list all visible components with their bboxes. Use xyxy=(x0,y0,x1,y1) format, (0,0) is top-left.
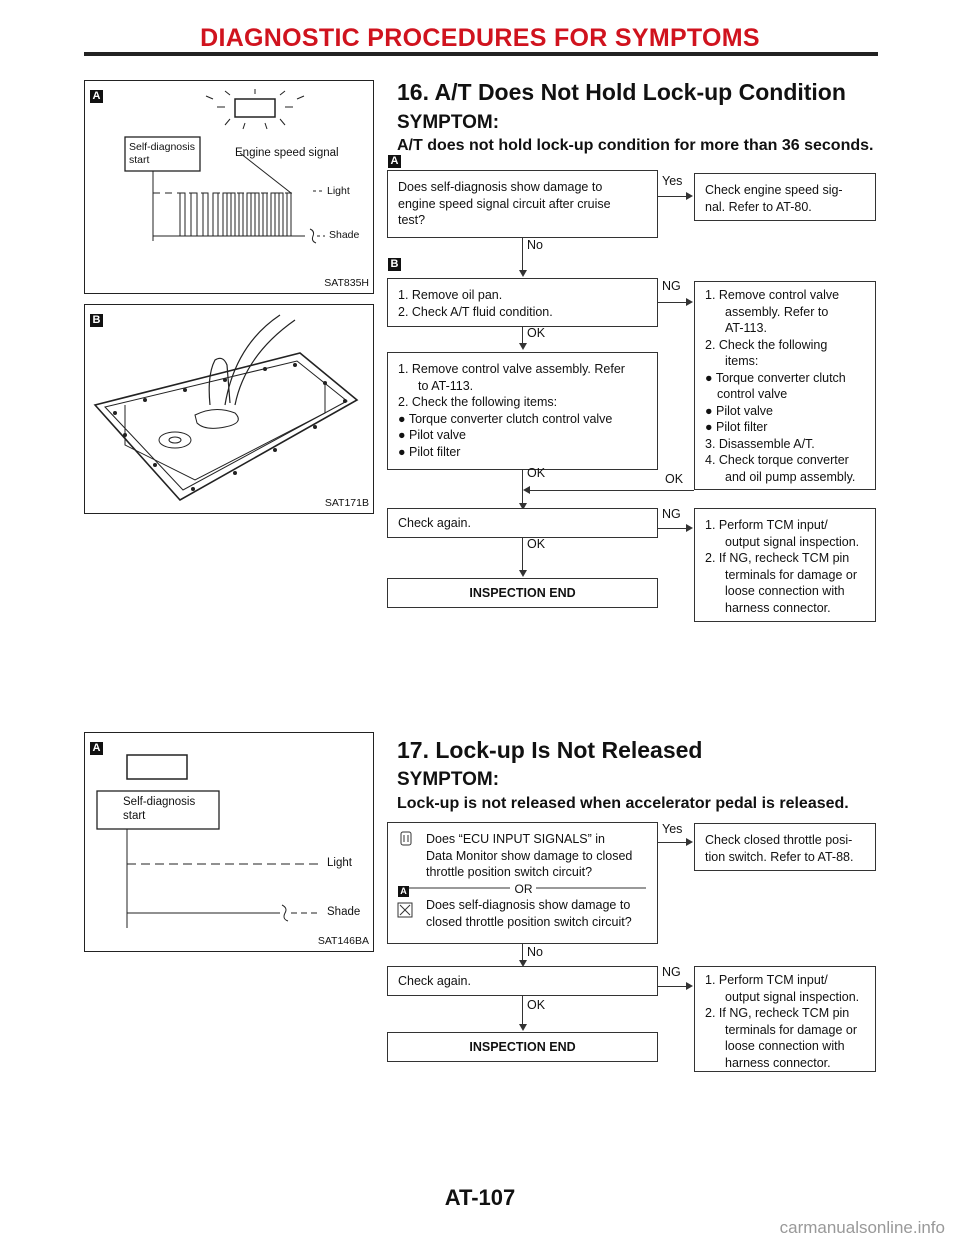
flow-step-closed-throttle-check: Does “ECU INPUT SIGNALS” in Data Monitor show damage to closed throttle position switch circuit? OR Does self-diagnosis show damage to closed throttle position switch circuit? xyxy=(387,822,658,944)
connector xyxy=(522,327,523,344)
arrow xyxy=(686,524,693,532)
label-ng: NG xyxy=(662,965,681,979)
figure-badge: B xyxy=(90,314,103,327)
label-ok: OK xyxy=(527,537,546,551)
connector xyxy=(522,470,523,505)
flow-result-tcm-inspection: 1. Perform TCM input/ output signal inspection. 2. If NG, recheck TCM pin terminals for damage or loose connection with harness connector. xyxy=(694,508,876,622)
section-17-symptom-heading: SYMPTOM: xyxy=(397,769,500,790)
connector xyxy=(522,996,523,1026)
label-shade: Shade xyxy=(327,906,361,918)
label-ok-return: OK xyxy=(665,472,684,486)
label-engine-speed-signal: Engine speed signal xyxy=(235,147,339,159)
arrow xyxy=(519,1024,527,1031)
figure-badge: A xyxy=(90,742,103,755)
flow-result-tcm-inspection: 1. Perform TCM input/ output signal inspection. 2. If NG, recheck TCM pin terminals for damage or loose connection with harness connector. xyxy=(694,966,876,1072)
arrow xyxy=(686,192,693,200)
figure-oil-pan xyxy=(84,304,374,514)
label-no: No xyxy=(527,945,543,959)
connector xyxy=(658,986,686,987)
flow-step-check-again: Check again. xyxy=(387,508,658,538)
label-yes: Yes xyxy=(662,822,683,836)
page-header-title: DIAGNOSTIC PROCEDURES FOR SYMPTOMS xyxy=(200,24,760,52)
connector xyxy=(658,528,686,529)
consult-monitor-icon xyxy=(398,830,414,848)
step-badge-b: B xyxy=(388,258,401,271)
flow-inspection-end: INSPECTION END xyxy=(387,578,658,608)
flow-result-check-engine-speed: Check engine speed sig- nal. Refer to AT-80. xyxy=(694,173,876,221)
step-badge-a: A xyxy=(398,886,409,897)
flow-result-remove-control-valve: 1. Remove control valve assembly. Refer to AT-113. 2. Check the following items: ● Torque converter clutch control valve ● Pilot valve ● Pilot filter 3. Disassemble A/T. 4. Check torque converter and oil pump assembly. xyxy=(694,281,876,490)
or-label: OR xyxy=(514,881,533,896)
connector xyxy=(658,196,686,197)
label-self-diagnosis-start: Self-diagnosis start xyxy=(123,796,196,822)
arrow xyxy=(686,838,693,846)
header-rule xyxy=(84,52,878,56)
flow-step-check-again: Check again. xyxy=(387,966,658,996)
label-ok: OK xyxy=(527,466,546,480)
figure-code: SAT146BA xyxy=(317,935,369,947)
section-17-symptom-text: Lock-up is not released when accelerator pedal is released. xyxy=(397,795,849,812)
arrow xyxy=(519,270,527,277)
label-ng: NG xyxy=(662,507,681,521)
arrow xyxy=(523,486,530,494)
figure-closed-throttle-signal xyxy=(84,732,374,952)
flow-step-remove-control-valve: 1. Remove control valve assembly. Refer to AT-113. 2. Check the following items: ● Torque converter clutch control valve ● Pilot valve ● Pilot filter xyxy=(387,352,658,470)
connector xyxy=(658,302,686,303)
page-number: AT-107 xyxy=(444,1185,516,1210)
connector xyxy=(658,842,686,843)
section-16-title: 16. A/T Does Not Hold Lock-up Condition xyxy=(397,79,846,105)
self-diagnosis-icon xyxy=(397,902,413,918)
section-17-title: 17. Lock-up Is Not Released xyxy=(397,737,703,763)
arrow xyxy=(686,982,693,990)
flow-step-self-diagnosis: Does self-diagnosis show damage to engine speed signal circuit after cruise test? xyxy=(387,170,658,238)
figure-badge: A xyxy=(90,90,103,103)
watermark: carmanualsonline.info xyxy=(779,1218,945,1237)
figure-engine-speed-signal xyxy=(84,80,374,294)
closed-throttle-signal-diagram xyxy=(85,733,373,951)
label-ok: OK xyxy=(527,998,546,1012)
label-ng: NG xyxy=(662,279,681,293)
section-16-symptom-text: A/T does not hold lock-up condition for more than 36 seconds. xyxy=(397,137,874,154)
oil-pan-illustration xyxy=(85,305,373,513)
flow-step-remove-oil-pan: 1. Remove oil pan. 2. Check A/T fluid condition. xyxy=(387,278,658,327)
connector-return xyxy=(530,490,694,491)
flow-inspection-end: INSPECTION END xyxy=(387,1032,658,1062)
figure-code: SAT835H xyxy=(324,277,369,289)
flow-result-check-closed-throttle: Check closed throttle posi- tion switch. Refer to AT-88. xyxy=(694,823,876,871)
figure-code: SAT171B xyxy=(324,497,369,509)
label-yes: Yes xyxy=(662,174,683,188)
arrow xyxy=(686,298,693,306)
label-light: Light xyxy=(327,857,352,869)
connector xyxy=(522,238,523,271)
label-light: Light xyxy=(327,185,350,197)
section-16-symptom-heading: SYMPTOM: xyxy=(397,112,500,133)
step-badge-a: A xyxy=(388,155,401,168)
label-no: No xyxy=(527,238,543,252)
label-self-diagnosis-start: Self-diagnosis start xyxy=(129,141,195,166)
arrow xyxy=(519,570,527,577)
label-ok: OK xyxy=(527,326,546,340)
label-shade: Shade xyxy=(329,229,360,241)
connector xyxy=(522,538,523,571)
arrow xyxy=(519,343,527,350)
